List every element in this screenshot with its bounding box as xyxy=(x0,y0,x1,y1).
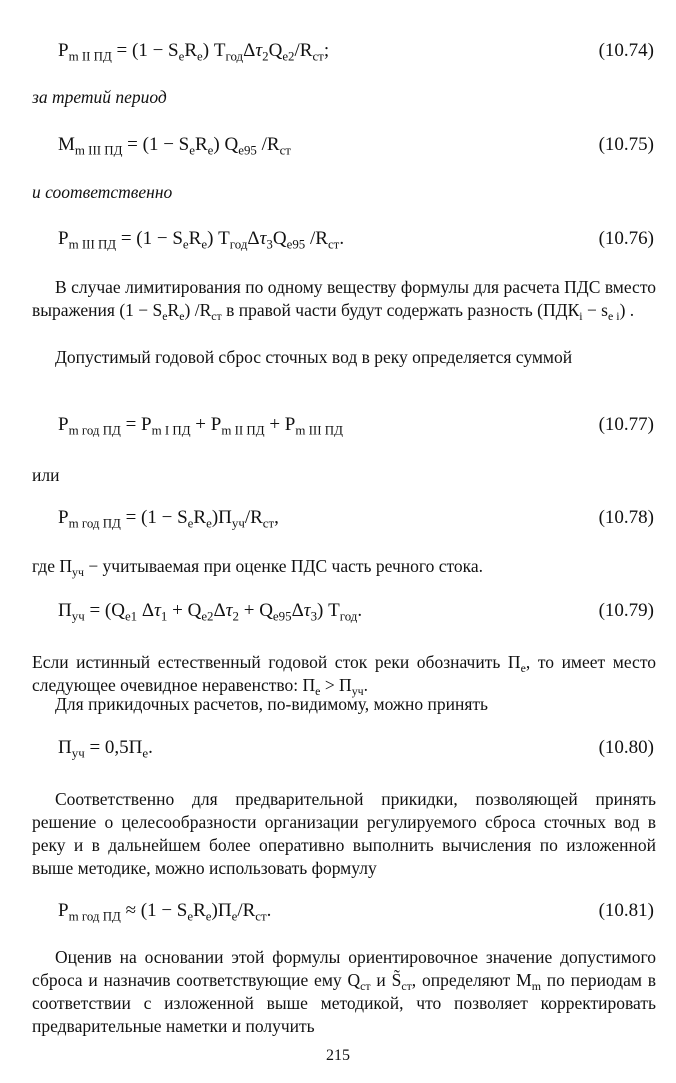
text-line: где $П_{уч}$ − учитываемая при оценке ПДС часть речного стока. xyxy=(32,556,484,580)
equation-10-77 xyxy=(0,412,676,438)
equation-10-76 xyxy=(0,226,676,252)
equation-10-78 xyxy=(0,505,676,531)
paragraph: Оценив на основании этой формулы ориентировочное значение допустимого сброса и назначив соответствующие ему $Q_{ст}$ и $S̃_{ст}$, определяют $M_m$ по периодам в соответствии с изложенной выше методикой, что позволяет корректировать предварительные наметки и получить xyxy=(32,947,656,1036)
equation-number: (10.74) xyxy=(598,40,654,61)
equation-10-74 xyxy=(0,38,676,64)
formula: $P_{m год ПД} = P_{m I ПД} + P_{m II ПД} + P_{m III ПД}$ xyxy=(58,414,343,438)
paragraph: Допустимый годовой сброс сточных вод в реку определяется суммой xyxy=(55,347,573,367)
equation-number: (10.76) xyxy=(598,228,654,249)
paragraph: Если истинный естественный годовой сток реки обозначить $П_е$, то имеет место следующее очевидное неравенство: $П_е > П_{уч}$. xyxy=(32,652,656,699)
formula: $П_{уч} = (Q_{e1}$ $\Delta\tau_1 + Q_{e2}\Delta\tau_2 + Q_{e95}\Delta\tau_3$) $T_{год}$. xyxy=(58,600,363,624)
formula: $P_{m II ПД} = (1 - S_eR_e)$ $T_{год}\Delta\tau_2Q_{e2}/R_{ст}$; xyxy=(58,40,330,64)
text-line: за третий период xyxy=(32,87,167,107)
formula: $P_{m год ПД} \approx (1 - S_eR_e)П_е/R_{ст}$. xyxy=(58,900,272,924)
equation-10-79 xyxy=(0,598,676,624)
equation-number: (10.78) xyxy=(598,507,654,528)
equation-10-80 xyxy=(0,735,676,761)
equation-number: (10.80) xyxy=(598,737,654,758)
formula: $M_{m III ПД} = (1 - S_eR_e)$ $Q_{e95}$ $/R_{ст}$ xyxy=(58,134,291,158)
equation-number: (10.81) xyxy=(598,900,654,921)
paragraph: Для прикидочных расчетов, по-видимому, можно принять xyxy=(55,694,489,714)
equation-number: (10.79) xyxy=(598,600,654,621)
equation-number: (10.77) xyxy=(598,414,654,435)
formula: $П_{уч} = 0,5П_е$. xyxy=(58,737,153,761)
text-line: и соответственно xyxy=(32,182,173,202)
paragraph: Соответственно для предварительной прикидки, позволяющей принять решение о целесообразности организации регулируемого сброса сточных вод в реку и в дальнейшем более оперативно выполнить вычисления по изложенной выше методике, можно использовать формулу xyxy=(32,789,656,878)
text-line: или xyxy=(32,465,60,485)
formula: $P_{m III ПД} = (1 - S_eR_e)$ $T_{год}\Delta\tau_3Q_{e95}$ $/R_{ст}$. xyxy=(58,228,345,252)
page-number: 215 xyxy=(326,1047,350,1064)
formula: $P_{m год ПД} = (1 - S_eR_e)П_{уч}/R_{ст}$, xyxy=(58,507,279,531)
paragraph: В случае лимитирования по одному веществу формулы для расчета ПДС вместо выражения $(1 - S_eR_e)$ $/R_{ст}$ в правой части будут содержать разность $(ПДК_i - s_{e i})$ . xyxy=(32,277,656,324)
equation-10-75 xyxy=(0,132,676,158)
equation-number: (10.75) xyxy=(598,134,654,155)
equation-10-81 xyxy=(0,898,676,924)
